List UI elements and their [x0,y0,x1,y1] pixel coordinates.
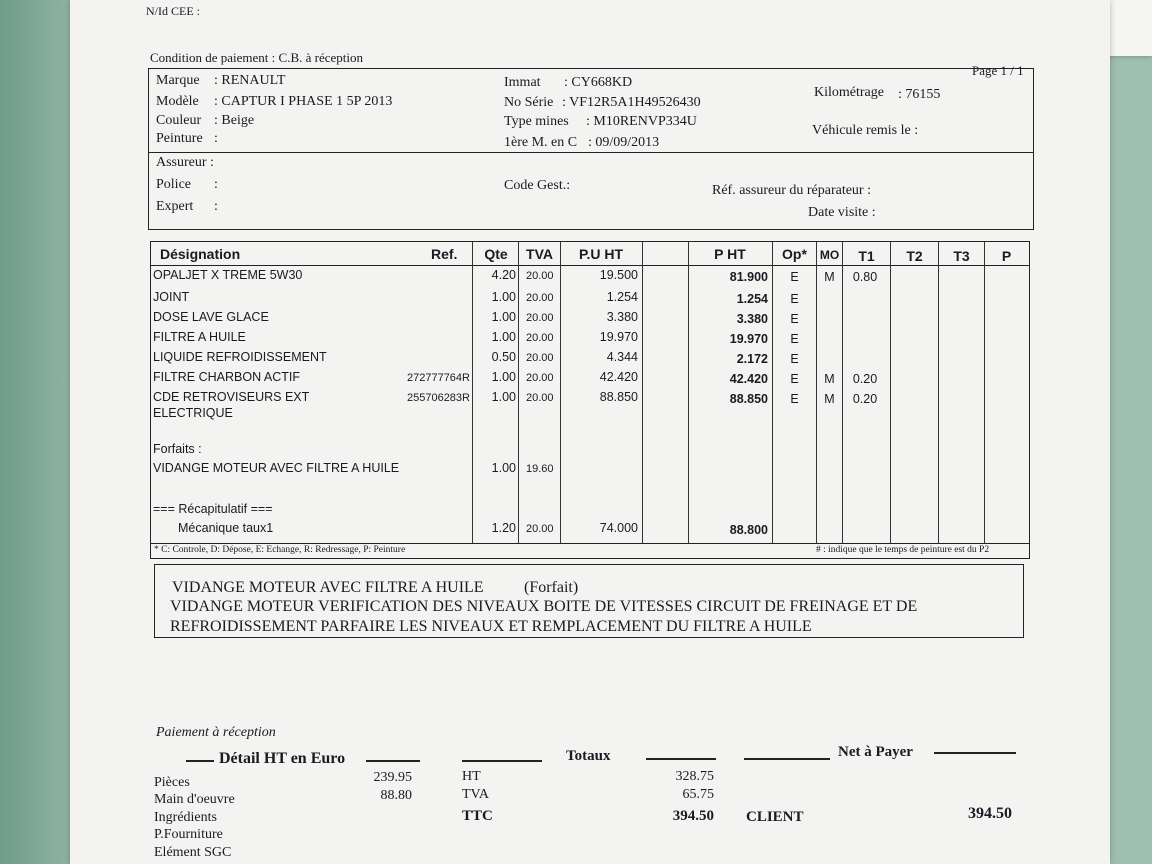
ttc-label: TTC [462,808,493,824]
marque-label: Marque [156,73,200,88]
pieces-label: Pièces [154,775,190,790]
description-line3: REFROIDISSEMENT PARFAIRE LES NIVEAUX ET REMPLACEMENT DU FILTRE A HUILE [170,618,812,635]
row-designation: CDE RETROVISEURS EXT [153,390,310,404]
assureur-label: Assureur : [156,155,214,170]
row-designation: DOSE LAVE GLACE [153,310,269,324]
header-mo: MO [819,248,840,262]
recap-qte: 1.20 [491,521,516,535]
row-t1: 0.20 [852,392,878,406]
row-mo: M [824,372,835,386]
col-sep [560,242,561,543]
row-pht: 1.254 [736,292,768,306]
remis-label: Véhicule remis le : [812,123,919,138]
mo-value: 88.80 [380,788,412,803]
date-visite-label: Date visite : [808,205,876,220]
fourniture-label: P.Fourniture [154,827,223,842]
row-pht: 88.850 [729,392,768,406]
recap-tva: 20.00 [526,523,554,535]
row-qte: 1.00 [491,370,516,384]
row-pu: 3.380 [606,310,638,324]
km-label: Kilométrage [814,85,884,100]
row-ref: 255706283R [406,392,470,404]
detail-title: Détail HT en Euro [219,750,346,767]
row-tva: 20.00 [526,352,554,364]
peinture-value: : [214,131,218,146]
rule [366,760,420,762]
header-t2: T2 [906,248,923,264]
ttc-value: 394.50 [672,808,714,824]
recap-designation: Mécanique taux1 [178,521,274,535]
recap-pu: 74.000 [599,521,638,535]
row-extra-line: ELECTRIQUE [153,406,233,420]
vehicle-divider [148,152,1034,153]
payment-condition: Condition de paiement : C.B. à réception [150,50,364,65]
row-tva: 20.00 [526,292,554,304]
sgc-label: Elément SGC [154,845,232,860]
row-mo: M [824,392,835,406]
row-op: E [790,392,799,406]
row-pu: 88.850 [599,390,638,404]
couleur-value: : Beige [214,113,255,128]
header-pu: P.U HT [578,246,624,262]
row-pu: 19.970 [599,330,638,344]
row-designation: LIQUIDE REFROIDISSEMENT [153,350,327,364]
recap-pht: 88.800 [729,523,768,537]
row-tva: 20.00 [526,392,554,404]
row-tva: 20.00 [526,312,554,324]
row-designation: FILTRE CHARBON ACTIF [153,370,301,384]
row-pht: 3.380 [736,312,768,326]
col-sep [984,242,985,543]
header-t3: T3 [953,248,970,264]
row-op: E [790,352,799,366]
rule [186,760,214,762]
client-label: CLIENT [746,809,804,825]
rule [744,758,830,760]
row-designation: FILTRE A HUILE [153,330,246,344]
row-pu: 4.344 [606,350,638,364]
code-gest-label: Code Gest.: [504,178,571,193]
ht-value: 328.75 [675,769,714,784]
expert-label: Expert [156,199,194,214]
modele-label: Modèle [156,94,199,109]
tva-value: 65.75 [682,787,714,802]
footnote-right: # : indique que le temps de peinture est du P2 [816,545,990,555]
row-qte: 1.00 [491,390,516,404]
description-line1-suffix: (Forfait) [524,579,579,596]
serie-label: No Série [504,95,554,110]
header-ref: Ref. [431,246,458,262]
totaux-title: Totaux [566,748,611,764]
row-qte: 4.20 [491,268,516,282]
recap-label: === Récapitulatif === [153,502,273,516]
client-value: 394.50 [968,805,1012,822]
forfait-designation: VIDANGE MOTEUR AVEC FILTRE A HUILE [153,461,400,475]
table-header-divider [150,265,1030,266]
immat-value: : CY668KD [564,75,633,90]
immat-label: Immat [504,75,541,90]
row-pht: 42.420 [729,372,768,386]
row-pu: 1.254 [606,290,638,304]
pieces-value: 239.95 [373,770,412,785]
payment-note: Paiement à réception [156,725,276,740]
footnote-left: * C: Controle, D: Dépose, E: Echange, R: Redressage, P: Peinture [154,545,406,555]
row-tva: 20.00 [526,332,554,344]
description-line1: VIDANGE MOTEUR AVEC FILTRE A HUILE [172,579,484,596]
forfait-tva: 19.60 [526,463,554,475]
row-pu: 42.420 [599,370,638,384]
peinture-label: Peinture [156,131,203,146]
header-p: P [1001,248,1012,264]
row-op: E [790,270,799,284]
mec-label: 1ère M. en C [504,135,578,150]
row-designation: OPALJET X TREME 5W30 [153,268,303,282]
header-tva: TVA [526,246,553,262]
serie-value: : VF12R5A1H49526430 [562,95,701,110]
row-tva: 20.00 [526,270,554,282]
police-value: : [214,177,218,192]
row-qte: 1.00 [491,330,516,344]
mines-label: Type mines [504,114,569,129]
ht-label: HT [462,769,481,784]
row-pht: 81.900 [729,270,768,284]
header-t1: T1 [858,248,875,264]
ref-assureur-label: Réf. assureur du réparateur : [712,183,871,198]
header-designation: Désignation [160,246,241,262]
col-sep [472,242,473,543]
header-qte: Qte [484,246,508,262]
police-label: Police [156,177,191,192]
tva-id-label: N/Id CEE : [146,4,200,18]
description-line2: VIDANGE MOTEUR VERIFICATION DES NIVEAUX BOITE DE VITESSES CIRCUIT DE FREINAGE ET DE [170,598,918,615]
forfaits-label: Forfaits : [153,442,202,456]
row-mo: M [824,270,835,284]
col-sep [938,242,939,543]
row-qte: 0.50 [491,350,516,364]
row-qte: 1.00 [491,310,516,324]
row-pht: 2.172 [736,352,768,366]
row-t1: 0.20 [852,372,878,386]
row-ref: 272777764R [406,372,470,384]
row-op: E [790,292,799,306]
couleur-label: Couleur [156,113,202,128]
marque-value: : RENAULT [214,73,286,88]
row-t1: 0.80 [852,270,878,284]
net-title: Net à Payer [838,744,913,760]
row-tva: 20.00 [526,372,554,384]
mec-value: : 09/09/2013 [588,135,660,150]
row-pht: 19.970 [729,332,768,346]
ingredients-label: Ingrédients [154,810,217,825]
expert-value: : [214,199,218,214]
col-sep [642,242,643,543]
row-pu: 19.500 [599,268,638,282]
tva-label: TVA [462,787,489,802]
row-op: E [790,312,799,326]
rule [462,760,542,762]
row-qte: 1.00 [491,290,516,304]
km-value: : 76155 [898,87,941,102]
header-pht: P HT [714,246,746,262]
mines-value: : M10RENVP334U [586,114,697,129]
row-designation: JOINT [153,290,190,304]
row-op: E [790,332,799,346]
page-number: Page 1 / 1 [972,63,1024,78]
col-sep [518,242,519,543]
modele-value: : CAPTUR I PHASE 1 5P 2013 [214,94,393,109]
forfait-qte: 1.00 [491,461,516,475]
rule [646,758,716,760]
col-sep [890,242,891,543]
row-op: E [790,372,799,386]
header-op: Op* [782,246,807,262]
mo-label: Main d'oeuvre [154,792,235,807]
col-sep [688,242,689,543]
rule [934,752,1016,754]
